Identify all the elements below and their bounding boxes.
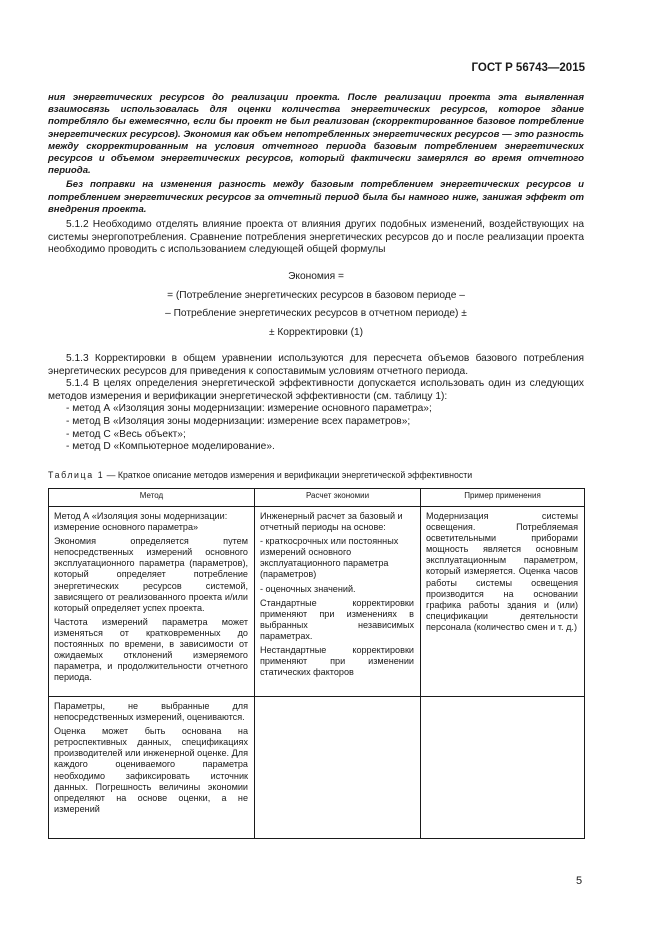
cell-paragraph: Инженерный расчет за базовый и отчетный периоды на основе: — [260, 511, 403, 533]
section-5-1-3 — [48, 353, 584, 454]
cell-paragraph: Параметры, не выбранные для непосредственных измерений, оцениваются. — [54, 701, 248, 723]
table-caption — [48, 470, 584, 481]
intro-paragraph: ния энергетических ресурсов до реализации проекта. После реализации проекта эта выявленная взаимосвязь использовалась для оценки количества энергетических ресурсов, которое здание потребляло бы ежемесячно, если бы проект не был реализован (скорректированное базовое потребление энергетических ресурсов). Экономия как объем непотребленных энергетических ресурсов — это разность между скорректированным на условия отчетного периода базовым потреблением энергетических ресурсов и объемом энергетических ресурсов, который фактически замерялся во время отчетного периода. — [48, 92, 584, 177]
methods-table — [48, 488, 584, 839]
cell-paragraph: Оценка может быть основана на ретроспективных данных, спецификациях производителей или инженерной оценке. Для каждого оцениваемого параметра необходимо зафиксировать источник данных. Погрешность величины экономии определяют на основе оценки, а не измерений — [54, 726, 248, 814]
cell-paragraph: - оценочных значений. — [260, 583, 356, 594]
formula-line: Экономия = — [288, 271, 344, 282]
table-row — [49, 697, 585, 839]
table-header-row — [49, 489, 585, 507]
page-number: 5 — [576, 875, 583, 887]
intro-text — [48, 92, 584, 216]
section-5-1-2 — [48, 219, 584, 257]
caption-prefix: Таблица 1 — [48, 470, 105, 480]
caption-text: — Краткое описание методов измерения и верификации энергетической эффективности — [104, 470, 473, 480]
list-item: - метод А «Изоляция зоны модернизации: измерение основного параметра»; — [66, 403, 432, 415]
table-cell — [421, 507, 585, 697]
list-item: - метод В «Изоляция зоны модернизации: измерение всех параметров»; — [66, 415, 411, 427]
formula-line: – Потребление энергетических ресурсов в отчетном периоде) ± — [165, 308, 467, 320]
paragraph-5-1-4: 5.1.4 В целях определения энергетической эффективности допускается использовать один из следующих методов измерения и верификации энергетической эффективности (см. таблицу 1): — [48, 378, 584, 402]
formula-line: ± Корректировки (1) — [268, 326, 364, 338]
table-row — [49, 507, 585, 697]
table-cell — [49, 697, 255, 839]
list-item: - метод D «Компьютерное моделирование». — [66, 441, 275, 453]
intro-paragraph: Без поправки на изменения разность между базовым потреблением энергетических ресурсов и потреблением энергетических ресурсов за отчетный период была бы намного ниже, занижая эффект от внедрения проекта. — [48, 179, 584, 215]
formula-line: = (Потребление энергетических ресурсов в базовом периоде – — [167, 289, 465, 301]
list-item: - метод С «Весь объект»; — [66, 428, 186, 440]
column-header: Пример применения — [421, 489, 585, 507]
cell-paragraph: Частота измерений параметра может изменяться от кратковременных до постоянных по времени, в зависимости от ожидаемых отклонений измеряемого параметра, и продолжительности отчетного периода. — [54, 616, 248, 683]
table-cell — [49, 507, 255, 697]
cell-paragraph: Стандартные корректировки применяют при изменениях в выбранных независимых параметрах. — [260, 597, 414, 641]
methods-list — [48, 403, 584, 453]
cell-paragraph: Нестандартные корректировки применяют при изменении статических факторов — [260, 645, 414, 678]
cell-paragraph: - краткосрочных или постоянных измерений основного эксплуатационного параметра (параметров) — [260, 536, 399, 580]
document-code: ГОСТ Р 56743—2015 — [471, 62, 585, 74]
table-cell — [255, 507, 421, 697]
column-header: Метод — [49, 489, 255, 507]
table-cell — [255, 697, 421, 839]
paragraph-5-1-2: 5.1.2 Необходимо отделять влияние проекта от влияния других подобных изменений, воздействующих на системы энергопотребления. Сравнение потребления энергетических ресурсов до и после реализации проекта необходимо проводить с использованием следующей общей формулы — [48, 219, 584, 256]
cell-paragraph: Экономия определяется путем непосредственных измерений основного эксплуатационного параметра (параметров), который определяет потребление энергетических ресурсов системой, зависящего от реализованного проекта и/или который определяет успех проекта. — [54, 536, 248, 613]
paragraph-5-1-3: 5.1.3 Корректировки в общем уравнении используются для пересчета объемов базового потребления энергетических ресурсов для приведения к сопоставимым условиям отчетного периода. — [48, 353, 584, 377]
formula — [48, 271, 584, 339]
cell-paragraph: Модернизация системы освещения. Потребляемая осветительными приборами мощность является основным эксплуатационным параметром, который измеряется. Оценка часов работы системы освещения производится на основании графика работы здания и (или) спецификации деятельности персонала (количество смен и т. д.) — [426, 511, 578, 632]
column-header: Расчет экономии — [255, 489, 421, 507]
cell-paragraph: Метод А «Изоляция зоны модернизации: измерение основного параметра» — [54, 511, 228, 533]
table-cell — [421, 697, 585, 839]
